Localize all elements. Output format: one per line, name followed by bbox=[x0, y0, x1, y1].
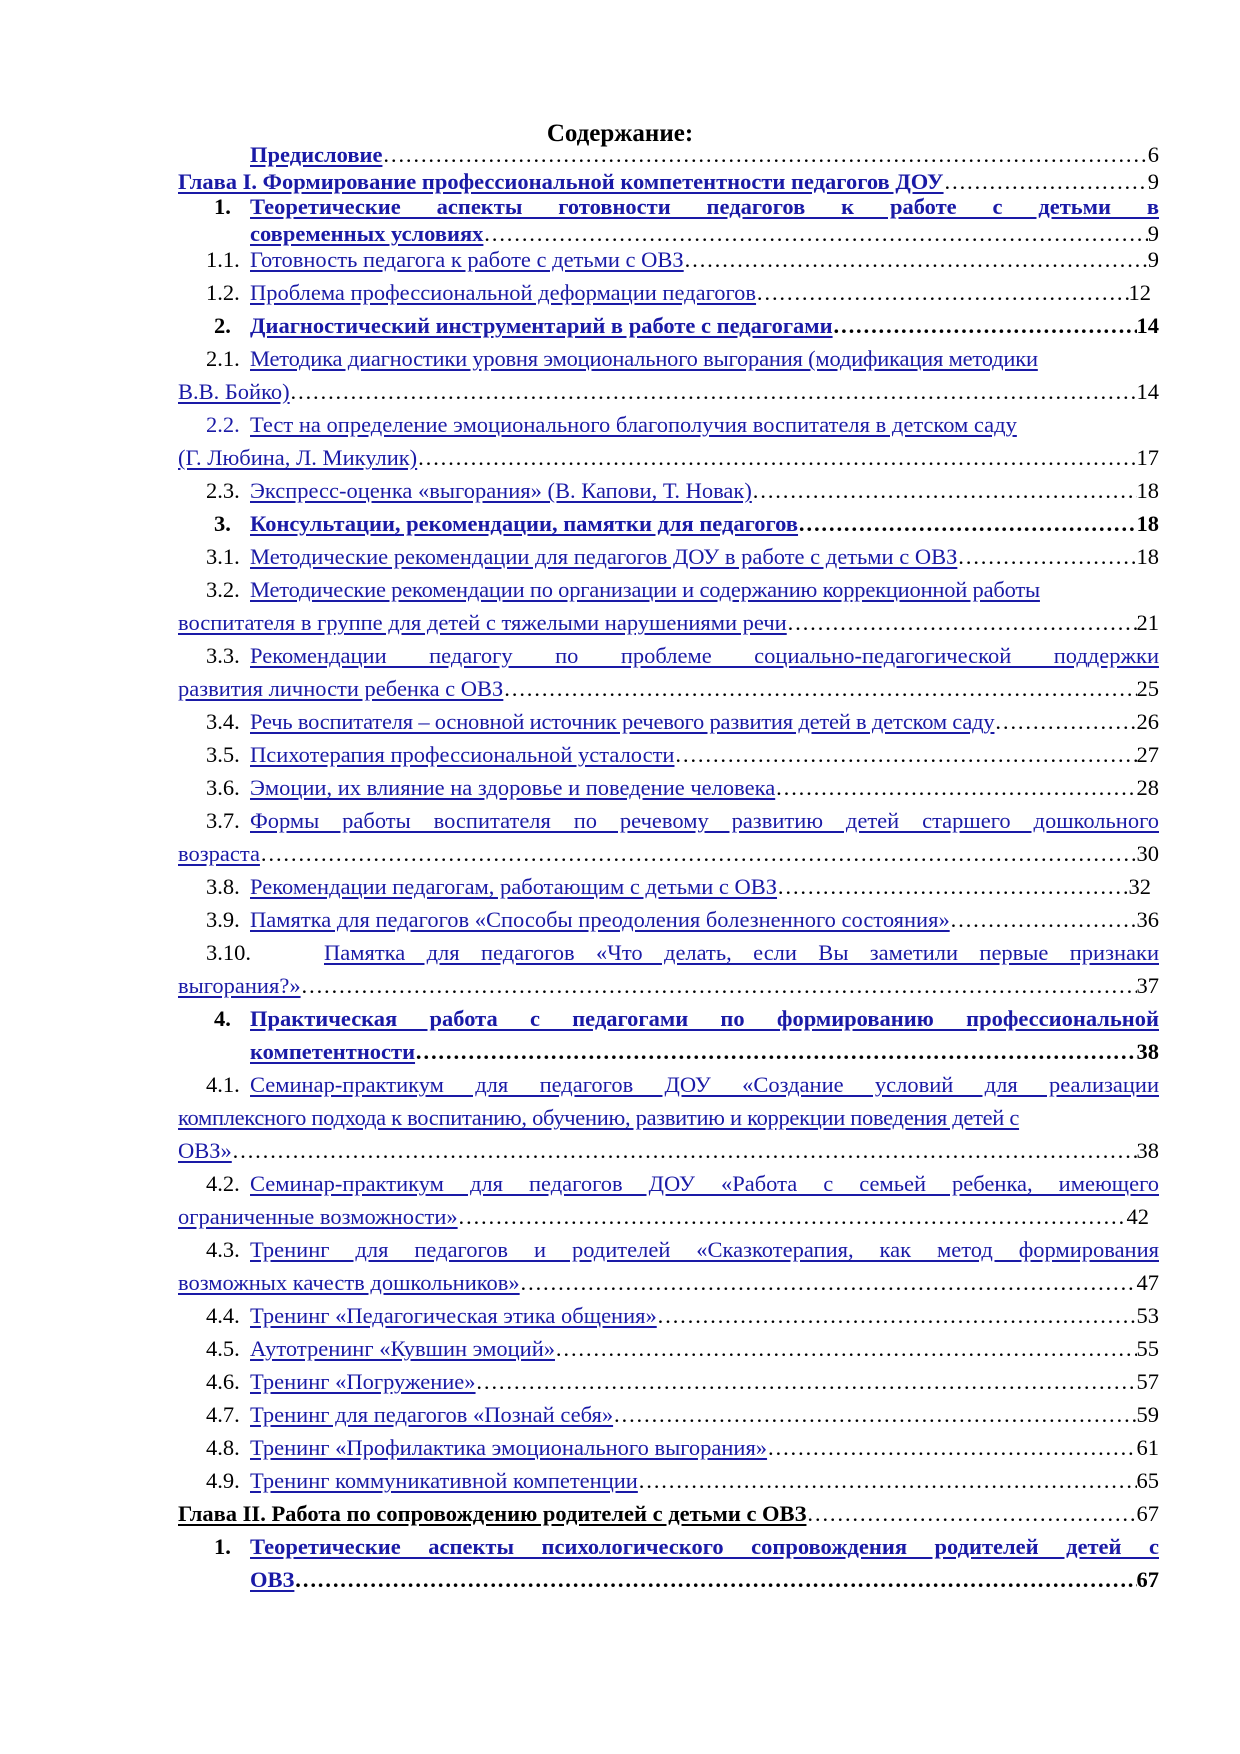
page-title: Содержание: bbox=[546, 120, 694, 147]
toc-link-3-9[interactable]: Памятка для педагогов «Способы преодоления болезненного состояния» bbox=[250, 907, 950, 932]
toc-link-4-2[interactable]: Семинар-практикум для педагогов ДОУ «Работа с семьей ребенка, имеющего bbox=[250, 1171, 1159, 1196]
toc-link-4-7[interactable]: Тренинг для педагогов «Познай себя» bbox=[250, 1402, 614, 1427]
toc-entry-3-7: 3.7. Формы работы воспитателя по речевому развитию детей старшего дошкольного bbox=[206, 806, 1159, 836]
toc-link-2[interactable]: Диагностический инструментарий в работе с педагогами bbox=[250, 313, 833, 338]
toc-entry-3-5: 3.5. Психотерапия профессиональной усталости ……………………………………………………………………………………………………………………………………………………………………………… 27 bbox=[206, 740, 1159, 770]
toc-link-3-10-cont[interactable]: выгорания?» bbox=[178, 973, 301, 998]
toc-entry-1: 1. Теоретические аспекты готовности педагогов к работе с детьми в bbox=[214, 192, 1159, 222]
toc-link-4-1[interactable]: Семинар-практикум для педагогов ДОУ «Создание условий для реализации bbox=[250, 1072, 1159, 1097]
toc-link-1-2[interactable]: Проблема профессиональной деформации педагогов bbox=[250, 280, 757, 305]
toc-link-4-5[interactable]: Аутотренинг «Кувшин эмоций» bbox=[250, 1336, 555, 1361]
toc-link-ch2-1[interactable]: Теоретические аспекты психологического сопровождения родителей детей с bbox=[250, 1534, 1159, 1559]
toc-link-1-cont[interactable]: современных условиях bbox=[250, 221, 484, 246]
toc-entry-4-3: 4.3. Тренинг для педагогов и родителей «Сказкотерапия, как метод формирования bbox=[206, 1235, 1159, 1265]
toc-entry-3: 3. Консультации, рекомендации, памятки для педагогов ……………………………………………………………………………………………………………………………………………………………………………… 18 bbox=[214, 509, 1159, 539]
toc-entry-4-cont: компетентности ……………………………………………………………………………………………………………………………………………………………………………… 38 bbox=[250, 1037, 1159, 1067]
toc-entry-4-8: 4.8. Тренинг «Профилактика эмоционального выгорания» ……………………………………………………………………………………………………………………………………………………………………………… 61 bbox=[206, 1433, 1159, 1463]
toc-entry-3-6: 3.6. Эмоции, их влияние на здоровье и поведение человека ……………………………………………………………………………………………………………………………………………………………………………… 28 bbox=[206, 773, 1159, 803]
toc-entry-2-3: 2.3. Экспресс-оценка «выгорания» (В. Капови, Т. Новак) ……………………………………………………………………………………………………………………………………………………………………………… 18 bbox=[206, 476, 1159, 506]
toc-entry-1-cont: современных условиях ……………………………………………………………………………………………………………………………………………………………………………… 9 bbox=[250, 219, 1159, 249]
toc-entry-3-10-cont: выгорания?» ……………………………………………………………………………………………………………………………………………………………………………… 37 bbox=[178, 971, 1159, 1001]
toc-link-4-cont[interactable]: компетентности bbox=[250, 1039, 416, 1064]
toc-link-3-7[interactable]: Формы работы воспитателя по речевому развитию детей старшего дошкольного bbox=[250, 808, 1159, 833]
toc-link-3-10[interactable]: Памятка для педагогов «Что делать, если Вы заметили первые признаки bbox=[324, 940, 1159, 965]
toc-entry-ch2-1-cont: ОВЗ ……………………………………………………………………………………………………………………………………………………………………………… 67 bbox=[250, 1565, 1159, 1595]
toc-entry-4-1: 4.1. Семинар-практикум для педагогов ДОУ «Создание условий для реализации bbox=[206, 1070, 1159, 1100]
toc-link-preface[interactable]: Предисловие bbox=[250, 142, 383, 167]
toc-link-3-8[interactable]: Рекомендации педагогам, работающим с детьми с ОВЗ bbox=[250, 874, 778, 899]
toc-entry-2-1: 2.1. Методика диагностики уровня эмоционального выгорания (модификация методики bbox=[206, 344, 1159, 374]
toc-link-2-2[interactable]: Тест на определение эмоционального благополучия воспитателя в детском саду bbox=[250, 412, 1017, 437]
toc-link-3[interactable]: Консультации, рекомендации, памятки для педагогов bbox=[250, 511, 799, 536]
toc-link-3-6[interactable]: Эмоции, их влияние на здоровье и поведение человека bbox=[250, 775, 776, 800]
toc-entry-4-9: 4.9. Тренинг коммуникативной компетенции ……………………………………………………………………………………………………………………………………………………………………………… 65 bbox=[206, 1466, 1159, 1496]
toc-link-chapter-2[interactable]: Глава II. Работа по сопровождению родителей с детьми с ОВЗ bbox=[178, 1501, 807, 1526]
toc-entry-3-2: 3.2. Методические рекомендации по организации и содержанию коррекционной работы bbox=[206, 575, 1159, 605]
toc-entry-2-2-cont: (Г. Любина, Л. Микулик) ……………………………………………………………………………………………………………………………………………………………………………… 17 bbox=[178, 443, 1159, 473]
toc-link-2-1[interactable]: Методика диагностики уровня эмоционального выгорания (модификация методики bbox=[250, 346, 1038, 371]
toc-link-3-2-cont[interactable]: воспитателя в группе для детей с тяжелыми нарушениями речи bbox=[178, 610, 787, 635]
toc-link-4-4[interactable]: Тренинг «Педагогическая этика общения» bbox=[250, 1303, 657, 1328]
toc-link-3-3[interactable]: Рекомендации педагогу по проблеме социально-педагогической поддержки bbox=[250, 643, 1159, 668]
toc-entry-3-1: 3.1. Методические рекомендации для педагогов ДОУ в работе с детьми с ОВЗ ……………………………………………………………………………………………………………………………………………………………………………… 18 bbox=[206, 542, 1159, 572]
toc-link-chapter-1[interactable]: Глава I. Формирование профессиональной компетентности педагогов ДОУ bbox=[178, 169, 944, 194]
toc-link-4[interactable]: Практическая работа с педагогами по формированию профессиональной bbox=[250, 1006, 1159, 1031]
toc-link-3-2[interactable]: Методические рекомендации по организации и содержанию коррекционной работы bbox=[250, 577, 1040, 602]
toc-link-3-4[interactable]: Речь воспитателя – основной источник речевого развития детей в детском саду bbox=[250, 709, 995, 734]
toc-entry-4-2: 4.2. Семинар-практикум для педагогов ДОУ «Работа с семьей ребенка, имеющего bbox=[206, 1169, 1159, 1199]
toc-link-4-2-cont[interactable]: ограниченные возможности» bbox=[178, 1204, 458, 1229]
toc-entry-3-7-cont: возраста ……………………………………………………………………………………………………………………………………………………………………………… 30 bbox=[178, 839, 1159, 869]
toc-link-2-1-cont[interactable]: В.В. Бойко) bbox=[178, 379, 290, 404]
toc-entry-1-1: 1.1. Готовность педагога к работе с детьми с ОВЗ ……………………………………………………………………………………………………………………………………………………………………………… 9 bbox=[206, 245, 1159, 275]
toc-entry-4-7: 4.7. Тренинг для педагогов «Познай себя» ……………………………………………………………………………………………………………………………………………………………………………… 59 bbox=[206, 1400, 1159, 1430]
toc-link-4-3[interactable]: Тренинг для педагогов и родителей «Сказкотерапия, как метод формирования bbox=[250, 1237, 1159, 1262]
toc-link-4-9[interactable]: Тренинг коммуникативной компетенции bbox=[250, 1468, 638, 1493]
toc-link-ch2-1-cont[interactable]: ОВЗ bbox=[250, 1567, 295, 1592]
toc-entry-4-5: 4.5. Аутотренинг «Кувшин эмоций» ……………………………………………………………………………………………………………………………………………………………………………… 55 bbox=[206, 1334, 1159, 1364]
toc-link-3-3-cont[interactable]: развития личности ребенка с ОВЗ bbox=[178, 676, 504, 701]
toc-entry-3-2-cont: воспитателя в группе для детей с тяжелыми нарушениями речи ……………………………………………………………………………………………………………………………………………………………………………… 21 bbox=[178, 608, 1159, 638]
toc-entry-3-10: 3.10. Памятка для педагогов «Что делать, если Вы заметили первые признаки bbox=[206, 938, 1159, 968]
toc-entry-3-9: 3.9. Памятка для педагогов «Способы преодоления болезненного состояния» ……………………………………………………………………………………………………………………………………………………………………………… 36 bbox=[206, 905, 1159, 935]
toc-link-3-5[interactable]: Психотерапия профессиональной усталости bbox=[250, 742, 675, 767]
toc-entry-chapter-2: Глава II. Работа по сопровождению родителей с детьми с ОВЗ ……………………………………………………………………………………………………………………………………………………………………………… 67 bbox=[178, 1499, 1159, 1529]
toc-link-4-1-cont2[interactable]: ОВЗ» bbox=[178, 1138, 232, 1163]
toc-link-4-8[interactable]: Тренинг «Профилактика эмоционального выгорания» bbox=[250, 1435, 768, 1460]
toc-entry-4-1-cont bbox=[178, 1103, 1159, 1133]
toc-entry-ch2-1: 1. Теоретические аспекты психологического сопровождения родителей детей с bbox=[214, 1532, 1159, 1562]
toc-entry-4-3-cont: возможных качеств дошкольников» ……………………………………………………………………………………………………………………………………………………………………………… 47 bbox=[178, 1268, 1159, 1298]
toc-entry-3-8: 3.8. Рекомендации педагогам, работающим с детьми с ОВЗ ……………………………………………………………………………………………………………………………………………………………………………… 32 bbox=[206, 872, 1151, 902]
toc-entry-4: 4. Практическая работа с педагогами по формированию профессиональной bbox=[214, 1004, 1159, 1034]
toc-entry-1-2: 1.2. Проблема профессиональной деформации педагогов ……………………………………………………………………………………………………………………………………………………………………………… 12 bbox=[206, 278, 1151, 308]
toc-entry-2-1-cont: В.В. Бойко) ……………………………………………………………………………………………………………………………………………………………………………… 14 bbox=[178, 377, 1159, 407]
toc-entry-3-4: 3.4. Речь воспитателя – основной источник речевого развития детей в детском саду ……………………………………………………………………………………………………………………………………………………………………………… 26 bbox=[206, 707, 1159, 737]
toc-entry-4-6: 4.6. Тренинг «Погружение» ……………………………………………………………………………………………………………………………………………………………………………… 57 bbox=[206, 1367, 1159, 1397]
toc-entry-chapter-1: Глава I. Формирование профессиональной компетентности педагогов ДОУ ……………………………………………………………………………………………………………………………………………………………………………… 9 bbox=[178, 167, 1159, 197]
toc-entry-preface: Предисловие ……………………………………………………………………………………………………………………………………………………………………………… 6 bbox=[250, 140, 1159, 170]
toc-link-3-1[interactable]: Методические рекомендации для педагогов ДОУ в работе с детьми с ОВЗ bbox=[250, 544, 958, 569]
toc-entry-3-3-cont: развития личности ребенка с ОВЗ ……………………………………………………………………………………………………………………………………………………………………………… 25 bbox=[178, 674, 1159, 704]
toc-entry-4-2-cont: ограниченные возможности» ……………………………………………………………………………………………………………………………………………………………………………… 42 bbox=[178, 1202, 1149, 1232]
toc-entry-2: 2. Диагностический инструментарий в работе с педагогами ……………………………………………………………………………………………………………………………………………………………………………… 14 bbox=[214, 311, 1159, 341]
toc-entry-4-4: 4.4. Тренинг «Педагогическая этика общения» ……………………………………………………………………………………………………………………………………………………………………………… 53 bbox=[206, 1301, 1159, 1331]
toc-link-2-2-cont[interactable]: (Г. Любина, Л. Микулик) bbox=[178, 445, 418, 470]
toc-entry-2-2: 2.2. Тест на определение эмоционального благополучия воспитателя в детском саду bbox=[206, 410, 1159, 440]
toc-link-3-7-cont[interactable]: возраста bbox=[178, 841, 260, 866]
toc-link-1-1[interactable]: Готовность педагога к работе с детьми с ОВЗ bbox=[250, 247, 684, 272]
toc-link-4-6[interactable]: Тренинг «Погружение» bbox=[250, 1369, 476, 1394]
toc-link-1[interactable]: Теоретические аспекты готовности педагогов к работе с детьми в bbox=[250, 194, 1159, 219]
toc-link-2-3[interactable]: Экспресс-оценка «выгорания» (В. Капови, Т. Новак) bbox=[250, 478, 752, 503]
toc-link-4-3-cont[interactable]: возможных качеств дошкольников» bbox=[178, 1270, 520, 1295]
toc-entry-4-1-cont2: ОВЗ» ……………………………………………………………………………………………………………………………………………………………………………… 38 bbox=[178, 1136, 1159, 1166]
toc-entry-3-3: 3.3. Рекомендации педагогу по проблеме социально-педагогической поддержки bbox=[206, 641, 1159, 671]
toc-link-4-1-cont[interactable]: комплексного подхода к воспитанию, обучению, развитию и коррекции поведения детей с bbox=[178, 1105, 1020, 1130]
